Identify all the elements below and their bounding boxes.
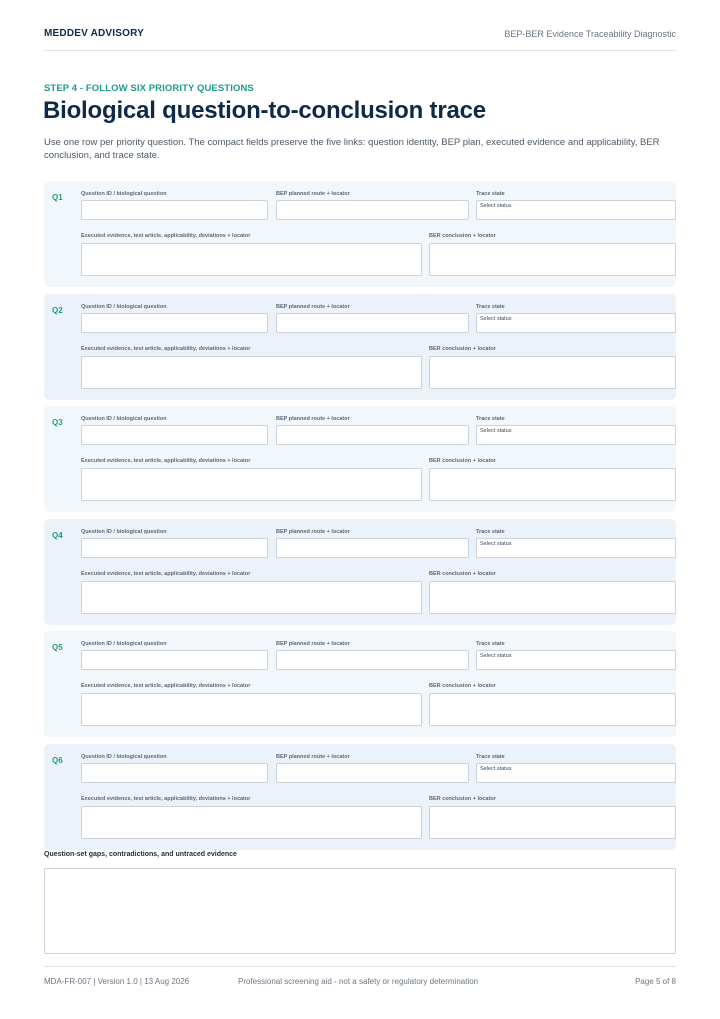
page-title: Biological question-to-conclusion trace (43, 97, 486, 124)
question-number: Q3 (52, 418, 63, 427)
bep-route-label: BEP planned route + locator (276, 304, 350, 310)
intro-text: Use one row per priority question. The compact fields preserve the five links: question identity, BEP plan, executed evidence and applicability, BER conclusion, and trace state. (44, 137, 660, 161)
trace-state-value: Select status (480, 203, 512, 209)
question-number: Q4 (52, 531, 63, 540)
question-card (44, 294, 676, 400)
ber-conclusion-field[interactable] (429, 806, 676, 839)
trace-state-label: Trace state (476, 416, 505, 422)
question-id-field[interactable] (81, 200, 268, 220)
ber-conclusion-field[interactable] (429, 243, 676, 276)
document-title: BEP-BER Evidence Traceability Diagnostic (504, 29, 676, 39)
trace-state-select[interactable] (476, 763, 676, 783)
trace-state-select[interactable] (476, 313, 676, 333)
question-id-label: Question ID / biological question (81, 416, 167, 422)
question-id-label: Question ID / biological question (81, 191, 167, 197)
page-header (44, 28, 676, 51)
ber-conclusion-field[interactable] (429, 581, 676, 614)
question-id-field[interactable] (81, 538, 268, 558)
trace-state-label: Trace state (476, 304, 505, 310)
ber-conclusion-label: BER conclusion + locator (429, 683, 496, 689)
bep-route-field[interactable] (276, 200, 469, 220)
ber-conclusion-field[interactable] (429, 468, 676, 501)
ber-conclusion-label: BER conclusion + locator (429, 346, 496, 352)
bep-route-label: BEP planned route + locator (276, 529, 350, 535)
executed-evidence-field[interactable] (81, 581, 422, 614)
executed-evidence-field[interactable] (81, 693, 422, 726)
question-id-field[interactable] (81, 425, 268, 445)
ber-conclusion-label: BER conclusion + locator (429, 458, 496, 464)
question-id-field[interactable] (81, 650, 268, 670)
trace-state-label: Trace state (476, 529, 505, 535)
trace-state-select[interactable] (476, 425, 676, 445)
trace-state-value: Select status (480, 541, 512, 547)
bep-route-label: BEP planned route + locator (276, 416, 350, 422)
trace-state-label: Trace state (476, 191, 505, 197)
footer-disclaimer: Professional screening aid - not a safety or regulatory determination (238, 977, 479, 986)
ber-conclusion-field[interactable] (429, 356, 676, 389)
question-id-label: Question ID / biological question (81, 754, 167, 760)
trace-state-label: Trace state (476, 754, 505, 760)
bep-route-field[interactable] (276, 538, 469, 558)
trace-state-value: Select status (480, 428, 512, 434)
question-number: Q1 (52, 193, 63, 202)
question-id-label: Question ID / biological question (81, 529, 167, 535)
trace-state-value: Select status (480, 766, 512, 772)
bep-route-field[interactable] (276, 763, 469, 783)
gaps-label: Question-set gaps, contradictions, and untraced evidence (44, 851, 237, 858)
gaps-textarea[interactable] (44, 868, 676, 954)
question-card (44, 744, 676, 850)
question-number: Q5 (52, 643, 63, 652)
executed-evidence-field[interactable] (81, 806, 422, 839)
trace-state-value: Select status (480, 653, 512, 659)
question-id-label: Question ID / biological question (81, 641, 167, 647)
trace-state-select[interactable] (476, 538, 676, 558)
ber-conclusion-label: BER conclusion + locator (429, 233, 496, 239)
trace-state-value: Select status (480, 316, 512, 322)
step-label: STEP 4 - FOLLOW SIX PRIORITY QUESTIONS (44, 83, 254, 94)
bep-route-field[interactable] (276, 425, 469, 445)
question-id-field[interactable] (81, 313, 268, 333)
executed-evidence-label: Executed evidence, test article, applicability, deviations + locator (81, 571, 251, 577)
executed-evidence-field[interactable] (81, 243, 422, 276)
footer-document-id: MDA-FR-007 | Version 1.0 | 13 Aug 2026 (44, 977, 190, 986)
bep-route-label: BEP planned route + locator (276, 191, 350, 197)
question-card (44, 181, 676, 287)
trace-state-select[interactable] (476, 200, 676, 220)
footer-page-number: Page 5 of 8 (635, 977, 676, 986)
executed-evidence-label: Executed evidence, test article, applicability, deviations + locator (81, 683, 251, 689)
executed-evidence-field[interactable] (81, 356, 422, 389)
question-number: Q2 (52, 306, 63, 315)
executed-evidence-label: Executed evidence, test article, applicability, deviations + locator (81, 233, 251, 239)
bep-route-label: BEP planned route + locator (276, 641, 350, 647)
question-card (44, 631, 676, 737)
question-card (44, 519, 676, 625)
ber-conclusion-label: BER conclusion + locator (429, 571, 496, 577)
page-footer (44, 966, 676, 996)
trace-state-select[interactable] (476, 650, 676, 670)
trace-state-label: Trace state (476, 641, 505, 647)
question-id-field[interactable] (81, 763, 268, 783)
question-number: Q6 (52, 756, 63, 765)
executed-evidence-field[interactable] (81, 468, 422, 501)
bep-route-label: BEP planned route + locator (276, 754, 350, 760)
executed-evidence-label: Executed evidence, test article, applicability, deviations + locator (81, 796, 251, 802)
executed-evidence-label: Executed evidence, test article, applicability, deviations + locator (81, 346, 251, 352)
ber-conclusion-field[interactable] (429, 693, 676, 726)
executed-evidence-label: Executed evidence, test article, applicability, deviations + locator (81, 458, 251, 464)
bep-route-field[interactable] (276, 313, 469, 333)
brand-name: MEDDEV ADVISORY (44, 28, 145, 39)
question-card (44, 406, 676, 512)
ber-conclusion-label: BER conclusion + locator (429, 796, 496, 802)
bep-route-field[interactable] (276, 650, 469, 670)
question-id-label: Question ID / biological question (81, 304, 167, 310)
